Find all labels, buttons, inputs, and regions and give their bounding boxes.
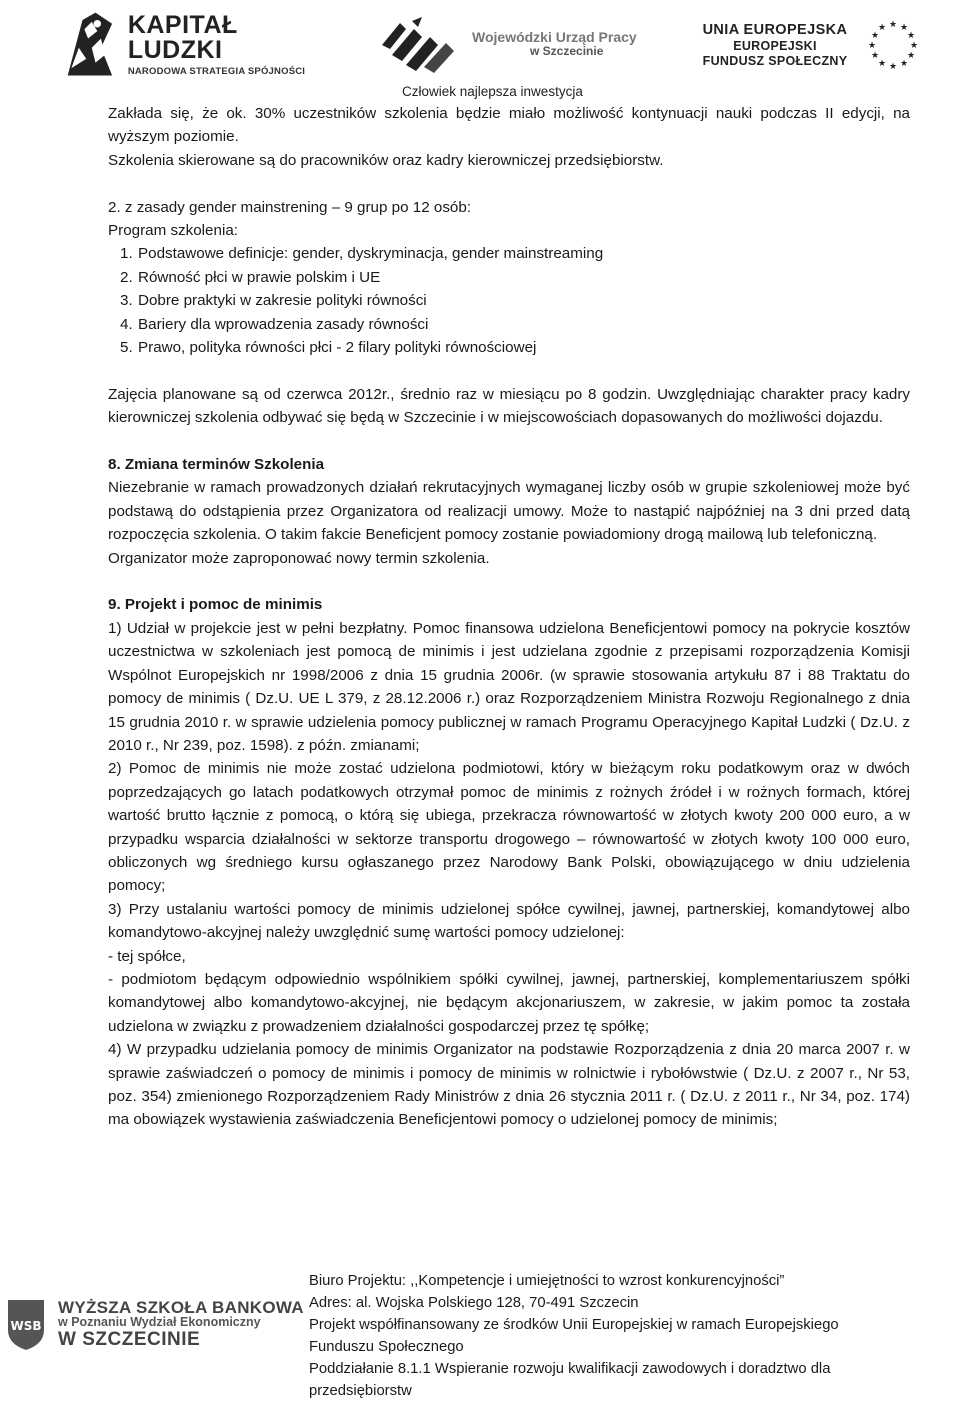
svg-text:★: ★ xyxy=(888,62,898,72)
kapital-ludzki-logo xyxy=(64,6,324,84)
wsb-faculty: w Poznaniu Wydział Ekonomiczny xyxy=(58,1315,261,1330)
footer-line: Projekt współfinansowany ze środków Unii Europejskiej w ramach Europejskiego xyxy=(309,1317,839,1333)
document-body xyxy=(108,102,910,1132)
header-tagline: Człowiek najlepsza inwestycja xyxy=(402,84,583,99)
point-2-heading: 2. z zasady gender mainstrening – 9 grup po 12 osób: xyxy=(108,198,472,216)
section-9-point-1: 1) Udział w projekcie jest w pełni bezpłatny. Pomoc finansowa udzielona Beneficjentowi pomocy na pokrycie kosztów uczestnictwa w szkoleniach jest pomocą de minimis i jest udzielana zgodnie z przepisami rozporządzenia Komisji Wspólnot Europejskich nr 1998/2006 z dnia 15 grudnia 2006r. (w sprawie stosowania artykułu 87 i 88 Traktatu do pomocy de minimis ( Dz.U. UE L 379, z 28.12.2006 r.) oraz Rozporządzeniem Ministra Rozwoju Regionalnego z dnia 15 grudnia 2010 r. w sprawie udzielenia pomocy publicznej w ramach Programu Operacyjnego Kapitał Ludzki ( Dz.U. z 2010 r., Nr 239, poz. 1598). z późn. zmianami; xyxy=(108,619,910,754)
svg-text:★: ★ xyxy=(867,41,877,51)
wup-city: w Szczecinie xyxy=(530,44,604,59)
footer-line: Poddziałanie 8.1.1 Wspieranie rozwoju kwalifikacji zawodowych i doradztwo dla xyxy=(309,1361,831,1377)
list-item: 3. Dobre praktyki w zakresie polityki równości xyxy=(120,292,427,310)
project-office-info xyxy=(309,1270,949,1402)
intro-paragraph: Zakłada się, że ok. 30% uczestników szkolenia będzie miało możliwość kontynuacji nauki podczas II edycji, na wyższym poziomie. xyxy=(108,105,910,146)
section-8-title: 8. Zmiana terminów Szkolenia xyxy=(108,456,325,474)
svg-text:★: ★ xyxy=(888,20,898,30)
svg-text:★: ★ xyxy=(870,31,880,41)
section-9-point-3b: - podmiotom będącym odpowiednio wspólnikiem spółki cywilnej, jawnej, partnerskiej, komplementariuszem spółki komandytowej albo komandytowo-akcyjnej, nie będącym akcjonariuszem, w zakresie, w jakim pomoc ta została udzielona w związku z prowadzeniem działalności gospodarczej przez tę spółkę; xyxy=(108,970,910,1035)
wup-emblem-icon xyxy=(378,15,462,73)
eu-flag-icon xyxy=(866,18,920,72)
kapital-ludzki-title: KAPITAŁ LUDZKI xyxy=(127,11,238,65)
svg-text:★: ★ xyxy=(906,51,916,61)
wsb-badge-text: WSB xyxy=(10,1319,42,1333)
svg-text:★: ★ xyxy=(909,41,919,51)
section-9-title: 9. Projekt i pomoc de minimis xyxy=(108,596,323,614)
list-item: 5. Prawo, polityka równości płci - 2 filary polityki równościowej xyxy=(120,339,537,357)
section-9-point-2: 2) Pomoc de minimis nie może zostać udzielona podmiotowi, który w bieżącym roku podatkowym oraz w dwóch poprzedzających go latach podatkowych otrzymał pomoc de minimis z rożnych źródeł i w rożnych formach, której wartość brutto łącznie z pomocą, o którą się ubiega, przekracza równowartość w złotych kwoty 200 000 euro, a w przypadku wsparcia działalności w sektorze transportu drogowego – równowartość w złotych kwoty 100 000 euro, obliczonych wg średniego kursu ogłaszanego przez Narodowy Bank Polski, obowiązującego w dniu udzielenia pomocy; xyxy=(108,760,910,895)
svg-text:★: ★ xyxy=(899,59,909,69)
footer-line: Biuro Projektu: ,,Kompetencje i umiejętności to wzrost konkurencyjności” xyxy=(309,1273,785,1289)
svg-text:★: ★ xyxy=(906,31,916,41)
eu-line1: UNIA EUROPEJSKA xyxy=(702,21,848,38)
footer-line: przedsiębiorstw xyxy=(309,1383,412,1399)
list-item: 1. Podstawowe definicje: gender, dyskryminacja, gender mainstreaming xyxy=(120,245,604,263)
wsb-city: W SZCZECINIE xyxy=(58,1328,201,1350)
section-8-note: Organizator może zaproponować nowy termin szkolenia. xyxy=(108,549,490,567)
footer-line: Adres: al. Wojska Polskiego 128, 70-491 Szczecin xyxy=(309,1295,639,1311)
list-item: 2. Równość płci w prawie polskim i UE xyxy=(120,268,381,286)
section-9-point-3a: - tej spółce, xyxy=(108,947,186,965)
section-8-paragraph: Niezebranie w ramach prowadzonych działań rekrutacyjnych wymaganej liczby osób w grupie szkoleniowej może być podstawą do odstąpienia przez Organizatora od realizacji umowy. Może to nastąpić najpóźniej na 3 dni przed datą rozpoczęcia szkolenia. O takim fakcie Beneficjent pomocy zostanie powiadomiony drogą mailową lub telefoniczną. xyxy=(108,479,910,544)
svg-text:★: ★ xyxy=(870,51,880,61)
svg-text:★: ★ xyxy=(877,23,887,33)
program-list xyxy=(108,242,910,359)
svg-text:★: ★ xyxy=(877,59,887,69)
wsb-name: WYŻSZA SZKOŁA BANKOWA xyxy=(58,1297,304,1317)
wsb-logo xyxy=(4,1296,304,1352)
footer-line: Funduszu Społecznego xyxy=(309,1339,464,1355)
wsb-shield-icon xyxy=(4,1296,48,1352)
schedule-paragraph: Zajęcia planowane są od czerwca 2012r., średnio raz w miesiącu po 8 godzin. Uwzględniając charakter pracy kadry kierowniczej szkolenia odbywać się będą w Szczecinie i w miejscowościach dopasowanych do możliwości dojazdu. xyxy=(108,385,910,427)
wup-logo xyxy=(378,14,648,74)
wup-name: Wojewódzki Urząd Pracy xyxy=(472,28,637,45)
section-9-point-3: 3) Przy ustalaniu wartości pomocy de minimis udzielonej spółce cywilnej, jawnej, partnerskiej, komandytowej albo komandytowo-akcyjnej należy uwzględnić sumę wartości pomocy udzielonej: xyxy=(108,900,910,942)
kapital-ludzki-emblem-icon xyxy=(64,8,116,82)
eu-line2: EUROPEJSKI xyxy=(733,38,817,53)
program-label: Program szkolenia: xyxy=(108,222,238,240)
target-paragraph: Szkolenia skierowane są do pracowników oraz kadry kierowniczej przedsiębiorstw. xyxy=(108,151,664,169)
page-header xyxy=(0,0,960,104)
list-item: 4. Bariery dla wprowadzenia zasady równości xyxy=(120,315,429,333)
eu-logo xyxy=(700,12,920,78)
eu-line3: FUNDUSZ SPOŁECZNY xyxy=(702,53,848,68)
svg-text:★: ★ xyxy=(899,23,909,33)
kapital-ludzki-subtitle: NARODOWA STRATEGIA SPÓJNOŚCI xyxy=(127,66,306,78)
section-9-point-4: 4) W przypadku udzielania pomocy de minimis Organizator na podstawie Rozporządzenia z dnia 20 marca 2007 r. w sprawie zaświadczeń o pomocy de minimis i pomocy de minimis w rolnictwie i rybołówstwie ( Dz.U. z 2007 r., Nr 53, poz. 354) zmienionego Rozporządzeniem Rady Ministrów z dnia 26 stycznia 2011 r. ( Dz.U. z 2011 r., Nr 34, poz. 174) ma obowiązek wystawienia zaświadczenia Beneficjentowi pomocy o udzielonej pomocy de minimis; xyxy=(108,1041,910,1129)
